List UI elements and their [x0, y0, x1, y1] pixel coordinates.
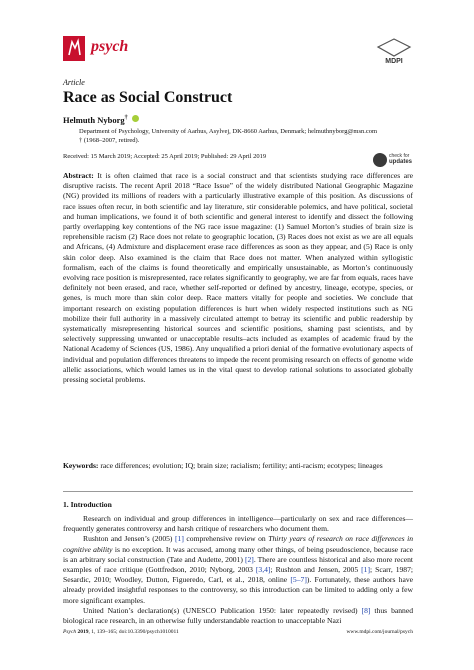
paragraph: United Nation’s declaration(s) (UNESCO Publication 1950: later repeatedly revised) [8] thus banned biological race research, in an otherwise fully understandable reaction to unacceptable Nazi [63, 605, 414, 626]
citation-link[interactable]: [5–7] [290, 575, 307, 585]
citation-link[interactable]: [8] [361, 605, 371, 615]
citation-link[interactable]: [2] [244, 554, 254, 564]
publisher-name: MDPI [385, 58, 403, 65]
footer-doi: , 1, 139–165; doi:10.3390/psych1010011 [88, 629, 179, 635]
citation-link[interactable]: [1] [361, 565, 370, 575]
author-marks: † [124, 115, 128, 122]
publication-dates: Received: 15 March 2019; Accepted: 25 April 2019; Published: 29 April 2019 [63, 153, 267, 160]
affiliation [79, 127, 439, 145]
abstract [63, 171, 413, 385]
section-heading: 1. Introduction [63, 500, 112, 509]
keywords-text: race differences; evolution; IQ; brain size; racialism; fertility; anti-racism; ecotypes; lineages [100, 461, 383, 470]
journal-logo-icon [63, 36, 85, 61]
article-title: Race as Social Construct [63, 89, 233, 106]
paragraph: Rushton and Jensen’s (2005) [1] comprehensive review on Thirty years of research on race differences in cognitive ability is no exception. It was accused, among many other things, of being pseudoscience, because race is an arbitrary social construction (Tate and Audette, 2001) [2]. There are countless historical and also more recent examples of race critique (Gottfredson, 2010; Nyborg, 2003 [3,4]; Rushton and Jensen, 2005 [1]; Scarr, 1987; Sesardic, 2010; Woodley, Dutton, Figueredo, Carl, et al., 2018, online [5–7]). Fortunately, these authors have already provided insightful responses to the controversy, so this introduction can be limited to adding only a few more significant examples. [63, 534, 414, 605]
citation-link[interactable]: [3,4] [255, 565, 271, 575]
affiliation-line: Department of Psychology, University of Aarhus, Asylvej, DK-8660 Aarhus, Denmark; helmuthnyborg@msn.com [79, 128, 378, 135]
keywords [63, 461, 413, 471]
check-updates-icon[interactable] [373, 153, 387, 167]
author-name: Helmuth Nyborg [63, 115, 125, 125]
journal-name: psych [91, 38, 129, 55]
updates-line1: check for [389, 153, 410, 159]
footer-year: 2019 [77, 629, 89, 635]
keywords-label: Keywords: [63, 461, 99, 470]
citation-link[interactable]: [1] [175, 534, 184, 544]
abstract-label: Abstract: [63, 171, 94, 180]
author-line [63, 115, 139, 125]
body-text [63, 514, 413, 626]
article-type: Article [63, 78, 85, 87]
footer-journal: Psych [63, 629, 77, 635]
updates-line2: updates [389, 159, 413, 165]
retired-note: † (1968–2007, retired). [79, 137, 140, 144]
abstract-text: It is often claimed that race is a social construct and that scientists studying race differences are disruptive racists. The recent April 2018 “Race Issue” of the widely distributed National Geographic Magazine (NG) provided its millions of readers with a particularly illustrative example of this position. As discussions of race issues often recur, in both scientific and lay literature, stir considerable polemics, and have political, societal and human implications, we found it of both scientific and general interest to identify and dissect the following partly overlapping key contentions of the NG race issue magazine: (1) Samuel Morton’s studies of brain size is reprehensible racism (2) Race does not relate to geographic location, (3) Races does not exist as we are all equals and Africans, (4) Admixture and displacement erase race differences as soon as they appear, and (5) Race is only skin color deep. Also examined is the claim that Race does not matter. When analyzed within syllogistic formalism, each of the claims is found theoretically and empirically unsustainable, as Morton’s continuously evolving race position is misrepresented, race relates significantly to geography, we are far from equals, races have definitely not been erased, and race, whether self-reported or defined by ancestry, lineage, ecotype, species, or genes, is much more than skin color deep. Race matters vitally for people and societies. We conclude that important research on existing population differences is hurt when widely respected institutions such as NG mobilize their full authority in a massively circulated attempt to betray its scientific and public readership by systematically misrepresenting historical sources and scientific positions, shaming past scientists, and by selectively suppressing unwanted or unacceptable results–acts included as examples of academic fraud by the National Academy of Sciences (US, 1986). Any unqualified a priori denial of the formative evolutionary aspects of individual and population differences threatens to impede the recent promising research on effects of genome wide allelic associations, which would lames us in the vital quest to develop rational solutions to associated globally pressing societal problems. [63, 171, 413, 385]
orcid-icon[interactable] [132, 115, 139, 122]
paragraph: Research on individual and group differences in intelligence—particularly on sex and race differences—frequently generates controversy and harsh critique of researchers who document them. [63, 514, 413, 534]
check-updates-badge[interactable] [389, 153, 412, 165]
footer-citation [63, 629, 179, 635]
section-divider [63, 491, 413, 492]
footer-url[interactable]: www.mdpi.com/journal/psych [346, 629, 413, 635]
